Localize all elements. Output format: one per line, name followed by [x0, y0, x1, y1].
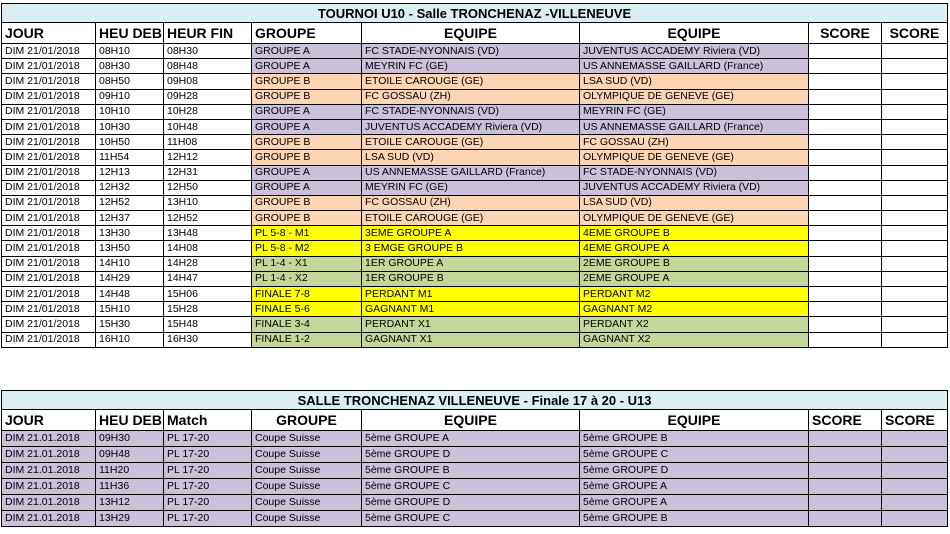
cell-groupe: Coupe Suisse [252, 447, 362, 463]
cell-heur-fin: 12H50 [164, 180, 252, 195]
cell-equipe-1: GAGNANT X1 [362, 332, 580, 347]
cell-jour: DIM 21/01/2018 [2, 287, 96, 302]
cell-groupe: GROUPE A [252, 119, 362, 134]
cell-score-1[interactable] [809, 211, 882, 226]
cell-equipe-2: 2EME GROUPE A [580, 271, 809, 286]
cell-equipe-1: JUVENTUS ACCADEMY Riviera (VD) [362, 119, 580, 134]
cell-jour: DIM 21/01/2018 [2, 89, 96, 104]
cell-score-2[interactable] [882, 287, 948, 302]
table-row [2, 59, 948, 74]
cell-score-1[interactable] [809, 287, 882, 302]
cell-match: PL 17-20 [164, 479, 252, 495]
cell-heu-deb: 10H10 [96, 104, 164, 119]
cell-heu-deb: 12H37 [96, 211, 164, 226]
cell-score-2[interactable] [882, 119, 948, 134]
header-groupe: GROUPE [252, 410, 362, 431]
table-row [2, 511, 948, 527]
cell-heu-deb: 13H29 [96, 511, 164, 527]
cell-equipe-1: PERDANT X1 [362, 317, 580, 332]
cell-heu-deb: 14H29 [96, 271, 164, 286]
cell-score-1[interactable] [809, 226, 882, 241]
cell-heu-deb: 09H10 [96, 89, 164, 104]
cell-equipe-2: 5ème GROUPE B [580, 511, 809, 527]
cell-jour: DIM 21/01/2018 [2, 180, 96, 195]
cell-groupe: GROUPE B [252, 89, 362, 104]
cell-match: PL 17-20 [164, 495, 252, 511]
cell-score-2[interactable] [882, 150, 948, 165]
table-row [2, 165, 948, 180]
cell-equipe-1: GAGNANT M1 [362, 302, 580, 317]
table-row [2, 463, 948, 479]
cell-score-1[interactable] [809, 135, 882, 150]
cell-heu-deb: 14H10 [96, 256, 164, 271]
cell-heu-deb: 10H50 [96, 135, 164, 150]
table-row [2, 119, 948, 134]
cell-score-2[interactable] [882, 431, 948, 447]
cell-equipe-2: MEYRIN FC (GE) [580, 104, 809, 119]
cell-jour: DIM 21.01.2018 [2, 479, 96, 495]
cell-heur-fin: 09H28 [164, 89, 252, 104]
cell-jour: DIM 21/01/2018 [2, 165, 96, 180]
cell-groupe: Coupe Suisse [252, 511, 362, 527]
table-row [2, 317, 948, 332]
cell-heur-fin: 16H30 [164, 332, 252, 347]
cell-heur-fin: 09H08 [164, 74, 252, 89]
cell-heur-fin: 15H28 [164, 302, 252, 317]
cell-score-2[interactable] [882, 317, 948, 332]
table-title: TOURNOI U10 - Salle TRONCHENAZ -VILLENEUVE [2, 4, 948, 23]
cell-jour: DIM 21/01/2018 [2, 332, 96, 347]
cell-jour: DIM 21/01/2018 [2, 226, 96, 241]
cell-score-2[interactable] [882, 241, 948, 256]
cell-equipe-2: JUVENTUS ACCADEMY Riviera (VD) [580, 180, 809, 195]
cell-equipe-1: US ANNEMASSE GAILLARD (France) [362, 165, 580, 180]
cell-equipe-2: OLYMPIQUE DE GENEVE (GE) [580, 211, 809, 226]
cell-jour: DIM 21.01.2018 [2, 463, 96, 479]
cell-heu-deb: 15H30 [96, 317, 164, 332]
cell-score-2[interactable] [882, 495, 948, 511]
cell-equipe-1: FC GOSSAU (ZH) [362, 195, 580, 210]
cell-score-1[interactable] [809, 463, 882, 479]
cell-score-1[interactable] [809, 495, 882, 511]
table-row [2, 195, 948, 210]
cell-equipe-1: 3EME GROUPE A [362, 226, 580, 241]
cell-heur-fin: 12H31 [164, 165, 252, 180]
table-row [2, 150, 948, 165]
table-row [2, 211, 948, 226]
cell-score-1[interactable] [809, 256, 882, 271]
table-row [2, 271, 948, 286]
header-equipe-1: EQUIPE [362, 23, 580, 44]
header-score-2: SCORE [882, 23, 948, 44]
cell-equipe-1: ETOILE CAROUGE (GE) [362, 135, 580, 150]
cell-jour: DIM 21/01/2018 [2, 74, 96, 89]
cell-heu-deb: 13H12 [96, 495, 164, 511]
cell-equipe-1: 5ème GROUPE D [362, 447, 580, 463]
cell-equipe-1: ETOILE CAROUGE (GE) [362, 74, 580, 89]
cell-heu-deb: 11H54 [96, 150, 164, 165]
cell-equipe-1: PERDANT M1 [362, 287, 580, 302]
cell-equipe-2: 4EME GROUPE B [580, 226, 809, 241]
cell-score-2[interactable] [882, 59, 948, 74]
cell-score-2[interactable] [882, 165, 948, 180]
cell-groupe: Coupe Suisse [252, 431, 362, 447]
cell-heu-deb: 11H36 [96, 479, 164, 495]
table-row [2, 180, 948, 195]
cell-score-2[interactable] [882, 302, 948, 317]
cell-groupe: GROUPE B [252, 74, 362, 89]
table-row [2, 431, 948, 447]
cell-score-1[interactable] [809, 165, 882, 180]
cell-heu-deb: 13H50 [96, 241, 164, 256]
cell-groupe: GROUPE B [252, 135, 362, 150]
cell-jour: DIM 21.01.2018 [2, 447, 96, 463]
cell-jour: DIM 21/01/2018 [2, 241, 96, 256]
cell-equipe-2: 5ème GROUPE A [580, 495, 809, 511]
cell-groupe: GROUPE B [252, 195, 362, 210]
cell-heu-deb: 09H30 [96, 431, 164, 447]
cell-equipe-2: OLYMPIQUE DE GENEVE (GE) [580, 89, 809, 104]
cell-jour: DIM 21/01/2018 [2, 302, 96, 317]
cell-groupe: Coupe Suisse [252, 495, 362, 511]
cell-equipe-1: MEYRIN FC (GE) [362, 59, 580, 74]
cell-heu-deb: 12H52 [96, 195, 164, 210]
cell-jour: DIM 21/01/2018 [2, 195, 96, 210]
cell-score-1[interactable] [809, 44, 882, 59]
cell-score-2[interactable] [882, 195, 948, 210]
cell-score-1[interactable] [809, 119, 882, 134]
cell-heur-fin: 15H06 [164, 287, 252, 302]
cell-heur-fin: 12H52 [164, 211, 252, 226]
cell-groupe: GROUPE A [252, 59, 362, 74]
cell-equipe-2: FC STADE-NYONNAIS (VD) [580, 165, 809, 180]
cell-groupe: FINALE 7-8 [252, 287, 362, 302]
cell-groupe: FINALE 1-2 [252, 332, 362, 347]
table-row [2, 302, 948, 317]
cell-heur-fin: 14H08 [164, 241, 252, 256]
cell-score-2[interactable] [882, 89, 948, 104]
cell-equipe-2: 5ème GROUPE A [580, 479, 809, 495]
cell-score-1[interactable] [809, 104, 882, 119]
cell-equipe-2: LSA SUD (VD) [580, 74, 809, 89]
cell-score-2[interactable] [882, 256, 948, 271]
cell-score-1[interactable] [809, 89, 882, 104]
cell-heur-fin: 13H48 [164, 226, 252, 241]
header-score-2: SCORE [882, 410, 948, 431]
cell-heur-fin: 10H28 [164, 104, 252, 119]
cell-equipe-1: MEYRIN FC (GE) [362, 180, 580, 195]
cell-groupe: GROUPE B [252, 211, 362, 226]
cell-match: PL 17-20 [164, 463, 252, 479]
cell-heu-deb: 08H10 [96, 44, 164, 59]
cell-groupe: PL 1-4 - X1 [252, 256, 362, 271]
cell-heur-fin: 13H10 [164, 195, 252, 210]
cell-groupe: Coupe Suisse [252, 463, 362, 479]
header-equipe-2: EQUIPE [580, 410, 809, 431]
table-row [2, 241, 948, 256]
tournament-u10-table [1, 3, 948, 348]
header-equipe-1: EQUIPE [362, 410, 580, 431]
header-match: Match [164, 410, 252, 431]
cell-groupe: GROUPE A [252, 104, 362, 119]
cell-jour: DIM 21/01/2018 [2, 211, 96, 226]
cell-equipe-1: 1ER GROUPE A [362, 256, 580, 271]
header-heu-deb: HEU DEB [96, 410, 164, 431]
cell-jour: DIM 21/01/2018 [2, 256, 96, 271]
table-row [2, 447, 948, 463]
cell-score-1[interactable] [809, 180, 882, 195]
cell-jour: DIM 21/01/2018 [2, 104, 96, 119]
cell-equipe-2: US ANNEMASSE GAILLARD (France) [580, 59, 809, 74]
finale-u13-table [1, 390, 948, 527]
cell-groupe: GROUPE A [252, 44, 362, 59]
cell-jour: DIM 21/01/2018 [2, 271, 96, 286]
cell-jour: DIM 21/01/2018 [2, 44, 96, 59]
cell-score-2[interactable] [882, 104, 948, 119]
cell-score-2[interactable] [882, 211, 948, 226]
cell-heu-deb: 11H20 [96, 463, 164, 479]
cell-match: PL 17-20 [164, 447, 252, 463]
header-score-1: SCORE [809, 410, 882, 431]
cell-equipe-2: PERDANT M2 [580, 287, 809, 302]
cell-equipe-2: GAGNANT M2 [580, 302, 809, 317]
cell-jour: DIM 21/01/2018 [2, 317, 96, 332]
cell-score-2[interactable] [882, 271, 948, 286]
cell-heur-fin: 10H48 [164, 119, 252, 134]
cell-equipe-1: FC GOSSAU (ZH) [362, 89, 580, 104]
table-row [2, 104, 948, 119]
cell-jour: DIM 21.01.2018 [2, 511, 96, 527]
cell-groupe: GROUPE A [252, 180, 362, 195]
cell-groupe: GROUPE A [252, 165, 362, 180]
cell-jour: DIM 21.01.2018 [2, 495, 96, 511]
table-row [2, 44, 948, 59]
cell-score-2[interactable] [882, 180, 948, 195]
cell-equipe-1: 3 EMGE GROUPE B [362, 241, 580, 256]
cell-heu-deb: 12H13 [96, 165, 164, 180]
cell-equipe-2: US ANNEMASSE GAILLARD (France) [580, 119, 809, 134]
cell-score-1[interactable] [809, 271, 882, 286]
table-row [2, 74, 948, 89]
header-groupe: GROUPE [252, 23, 362, 44]
cell-heur-fin: 08H30 [164, 44, 252, 59]
cell-score-1[interactable] [809, 447, 882, 463]
cell-score-2[interactable] [882, 463, 948, 479]
cell-score-1[interactable] [809, 511, 882, 527]
cell-score-1[interactable] [809, 74, 882, 89]
cell-equipe-2: PERDANT X2 [580, 317, 809, 332]
cell-equipe-1: 5ème GROUPE D [362, 495, 580, 511]
cell-equipe-1: 5ème GROUPE C [362, 479, 580, 495]
header-equipe-2: EQUIPE [580, 23, 809, 44]
table-title: SALLE TRONCHENAZ VILLENEUVE - Finale 17 à 20 - U13 [2, 391, 948, 410]
cell-score-1[interactable] [809, 332, 882, 347]
cell-equipe-1: FC STADE-NYONNAIS (VD) [362, 44, 580, 59]
cell-equipe-2: OLYMPIQUE DE GENEVE (GE) [580, 150, 809, 165]
cell-jour: DIM 21.01.2018 [2, 431, 96, 447]
table-row [2, 495, 948, 511]
cell-score-1[interactable] [809, 431, 882, 447]
cell-score-2[interactable] [882, 511, 948, 527]
cell-equipe-2: JUVENTUS ACCADEMY Riviera (VD) [580, 44, 809, 59]
cell-score-2[interactable] [882, 226, 948, 241]
cell-heur-fin: 12H12 [164, 150, 252, 165]
cell-equipe-1: FC STADE-NYONNAIS (VD) [362, 104, 580, 119]
cell-equipe-1: ETOILE CAROUGE (GE) [362, 211, 580, 226]
cell-jour: DIM 21/01/2018 [2, 59, 96, 74]
cell-heu-deb: 08H50 [96, 74, 164, 89]
cell-groupe: Coupe Suisse [252, 479, 362, 495]
cell-equipe-1: 5ème GROUPE B [362, 463, 580, 479]
cell-equipe-2: GAGNANT X2 [580, 332, 809, 347]
cell-equipe-1: LSA SUD (VD) [362, 150, 580, 165]
cell-equipe-2: FC GOSSAU (ZH) [580, 135, 809, 150]
header-score-1: SCORE [809, 23, 882, 44]
cell-groupe: PL 5-8 - M2 [252, 241, 362, 256]
cell-score-1[interactable] [809, 317, 882, 332]
cell-score-2[interactable] [882, 74, 948, 89]
table-row [2, 226, 948, 241]
cell-score-1[interactable] [809, 59, 882, 74]
cell-equipe-1: 5ème GROUPE A [362, 431, 580, 447]
cell-equipe-1: 5ème GROUPE C [362, 511, 580, 527]
cell-equipe-2: LSA SUD (VD) [580, 195, 809, 210]
header-jour: JOUR [2, 410, 96, 431]
cell-match: PL 17-20 [164, 431, 252, 447]
header-heur-fin: HEUR FIN [164, 23, 252, 44]
cell-jour: DIM 21/01/2018 [2, 119, 96, 134]
header-heu-deb: HEU DEB [96, 23, 164, 44]
cell-score-1[interactable] [809, 479, 882, 495]
cell-score-1[interactable] [809, 241, 882, 256]
cell-score-2[interactable] [882, 332, 948, 347]
cell-groupe: PL 5-8 - M1 [252, 226, 362, 241]
cell-heu-deb: 12H32 [96, 180, 164, 195]
table-row [2, 89, 948, 104]
cell-groupe: PL 1-4 - X2 [252, 271, 362, 286]
cell-score-1[interactable] [809, 195, 882, 210]
header-jour: JOUR [2, 23, 96, 44]
cell-heu-deb: 15H10 [96, 302, 164, 317]
cell-heur-fin: 08H48 [164, 59, 252, 74]
cell-heu-deb: 10H30 [96, 119, 164, 134]
cell-heu-deb: 09H48 [96, 447, 164, 463]
cell-score-1[interactable] [809, 150, 882, 165]
cell-equipe-2: 5ème GROUPE D [580, 463, 809, 479]
cell-score-2[interactable] [882, 479, 948, 495]
cell-groupe: GROUPE B [252, 150, 362, 165]
cell-score-2[interactable] [882, 135, 948, 150]
cell-jour: DIM 21/01/2018 [2, 150, 96, 165]
cell-score-2[interactable] [882, 447, 948, 463]
cell-score-1[interactable] [809, 302, 882, 317]
cell-heu-deb: 16H10 [96, 332, 164, 347]
cell-match: PL 17-20 [164, 511, 252, 527]
cell-groupe: FINALE 5-6 [252, 302, 362, 317]
cell-score-2[interactable] [882, 44, 948, 59]
cell-equipe-2: 2EME GROUPE B [580, 256, 809, 271]
cell-heur-fin: 11H08 [164, 135, 252, 150]
table-row [2, 256, 948, 271]
cell-groupe: FINALE 3-4 [252, 317, 362, 332]
cell-heu-deb: 13H30 [96, 226, 164, 241]
cell-equipe-1: 1ER GROUPE B [362, 271, 580, 286]
table-row [2, 332, 948, 347]
cell-heur-fin: 15H48 [164, 317, 252, 332]
cell-heur-fin: 14H47 [164, 271, 252, 286]
cell-heu-deb: 08H30 [96, 59, 164, 74]
cell-heur-fin: 14H28 [164, 256, 252, 271]
cell-equipe-2: 5ème GROUPE C [580, 447, 809, 463]
table-row [2, 479, 948, 495]
cell-jour: DIM 21/01/2018 [2, 135, 96, 150]
cell-heu-deb: 14H48 [96, 287, 164, 302]
cell-equipe-2: 4EME GROUPE A [580, 241, 809, 256]
table-row [2, 287, 948, 302]
table-row [2, 135, 948, 150]
cell-equipe-2: 5ème GROUPE B [580, 431, 809, 447]
